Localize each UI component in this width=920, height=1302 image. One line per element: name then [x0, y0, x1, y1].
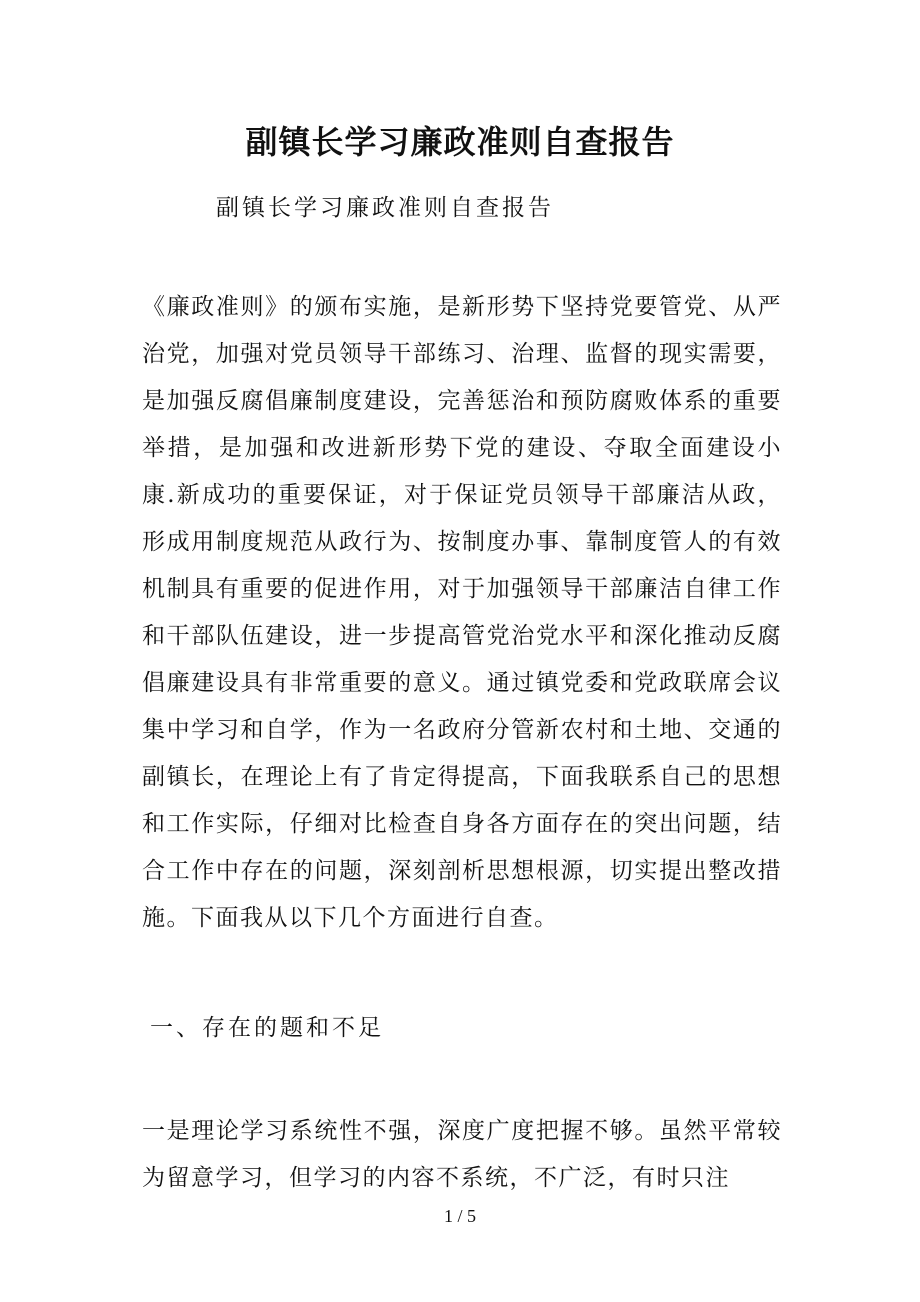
- page-number: 1 / 5: [443, 1206, 476, 1226]
- body-paragraph-1: 《廉政准则》的颁布实施，是新形势下坚持党要管党、从严治党，加强对党员领导干部练习、治理、监督的现实需要，是加强反腐倡廉制度建设，完善惩治和预防腐败体系的重要举措，是加强和改进新形势下党的建设、夺取全面建设小康.新成功的重要保证，对于保证党员领导干部廉洁从政，形成用制度规范从政行为、按制度办事、靠制度管人的有效机制具有重要的促进作用，对于加强领导干部廉洁自律工作和干部队伍建设，进一步提高管党治党水平和深化推动反腐倡廉建设具有非常重要的意义。通过镇党委和党政联席会议集中学习和自学，作为一名政府分管新农村和土地、交通的副镇长，在理论上有了肯定得提高，下面我联系自己的思想和工作实际，仔细对比检查自身各方面存在的突出问题，结合工作中存在的问题，深刻剖析思想根源，切实提出整改措施。下面我从以下几个方面进行自查。: [142, 294, 782, 931]
- body-paragraph-2: 一是理论学习系统性不强，深度广度把握不够。虽然平常较为留意学习，但学习的内容不系统，不广泛，有时只注: [142, 1118, 782, 1191]
- section-heading: 一、存在的题和不足: [150, 1015, 384, 1041]
- document-subtitle: 副镇长学习廉政准则自查报告: [216, 195, 554, 221]
- document-title: 副镇长学习廉政准则自查报告: [245, 123, 675, 161]
